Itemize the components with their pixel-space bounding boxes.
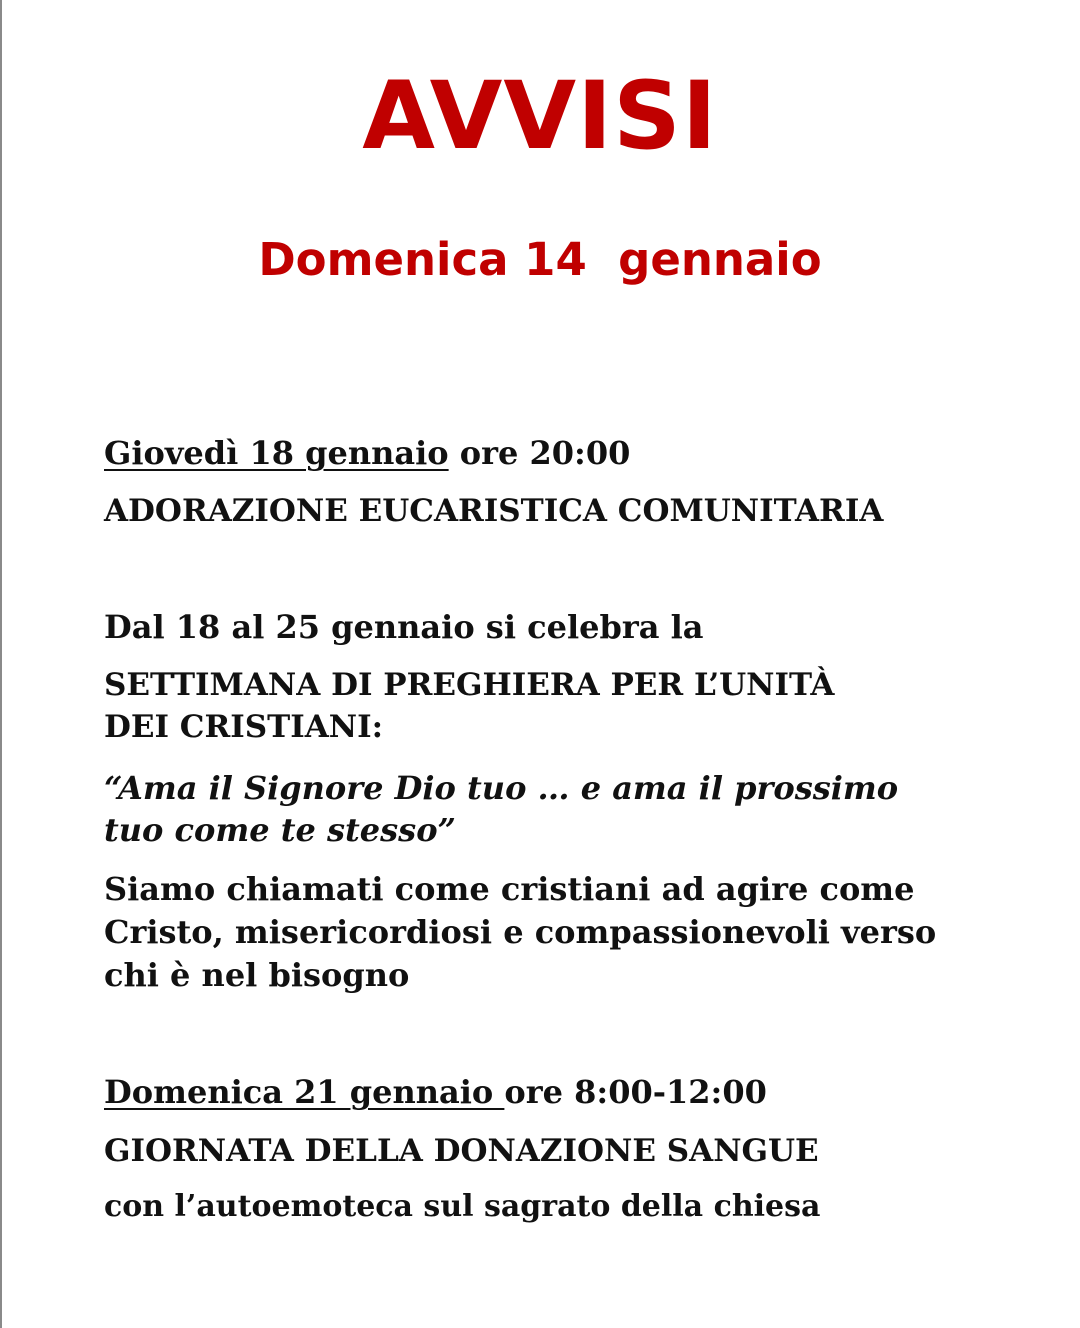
notice2-event-line2: DEI CRISTIANI: — [104, 709, 384, 745]
page-title: AVVISI — [362, 62, 718, 171]
notice2-event-line1: SETTIMANA DI PREGHIERA PER L’UNITÀ — [104, 667, 835, 703]
notice3-event: GIORNATA DELLA DONAZIONE SANGUE — [104, 1133, 819, 1169]
notice2-intro: Dal 18 al 25 gennaio si celebra la — [104, 608, 704, 646]
notice3-date: Domenica 21 gennaio — [104, 1073, 505, 1111]
notice2-body-line2: Cristo, misericordiosi e compassionevoli verso — [104, 913, 937, 951]
notice2-quote-line1: “Ama il Signore Dio tuo … e ama il prossimo — [104, 769, 899, 807]
notice1-heading — [104, 432, 630, 474]
notice1-date: Giovedì 18 gennaio — [104, 434, 449, 472]
page-subtitle-date: Domenica 14 gennaio — [258, 233, 822, 286]
notice1-event: ADORAZIONE EUCARISTICA COMUNITARIA — [104, 493, 884, 529]
page-left-border — [0, 0, 2, 1328]
notice2-body-line3: chi è nel bisogno — [104, 956, 410, 994]
notice2-quote-line2: tuo come te stesso” — [104, 811, 456, 849]
notice3-detail: con l’autoemoteca sul sagrato della chiesa — [104, 1189, 821, 1224]
notice2-body-line1: Siamo chiamati come cristiani ad agire come — [104, 870, 915, 908]
notice3-time: ore 8:00-12:00 — [504, 1073, 767, 1111]
notice1-time: ore 20:00 — [448, 434, 631, 472]
notice3-heading — [104, 1071, 767, 1113]
